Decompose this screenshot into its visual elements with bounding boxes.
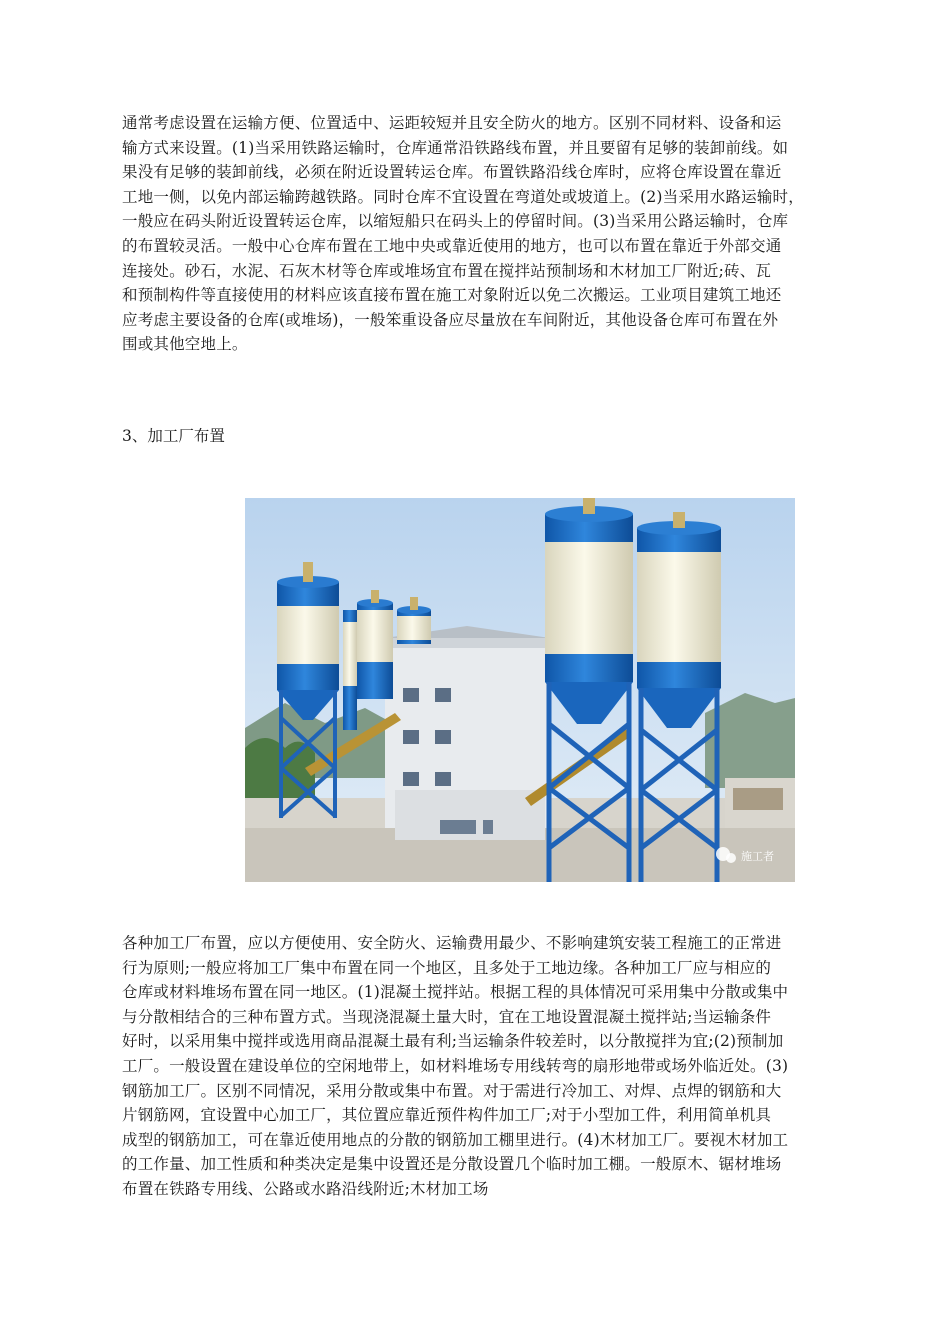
watermark	[716, 847, 774, 863]
text-line: 果没有足够的装卸前线，必须在附近设置转运仓库。布置铁路沿线仓库时，应将仓库设置在靠近	[122, 163, 782, 182]
text-line: 的布置较灵活。一般中心仓库布置在工地中央或靠近使用的地方，也可以布置在靠近于外部交通	[122, 236, 782, 255]
text-line: 应考虑主要设备的仓库(或堆场)，一般笨重设备应尽量放在车间附近，其他设备仓库可布置在外	[122, 310, 779, 329]
text-line: 各种加工厂布置，应以方便使用、安全防火、运输费用最少、不影响建筑安装工程施工的正常进	[122, 934, 782, 952]
text-line: 围或其他空地上。	[122, 335, 248, 354]
text-line: 工地一侧，以免内部运输跨越铁路。同时仓库不宜设置在弯道处或坡道上。(2)当采用水路运输时，	[122, 187, 804, 206]
body-paragraph-storage	[122, 111, 834, 357]
text-line: 和预制构件等直接使用的材料应该直接布置在施工对象附近以免二次搬运。工业项目建筑工地还	[122, 286, 782, 305]
text-line: 好时，以采用集中搅拌或选用商品混凝土最有利;当运输条件较差时，以分散搅拌为宜;(2)预制加	[122, 1032, 784, 1051]
text-line: 片钢筋网，宜设置中心加工厂，其位置应靠近预件构件加工厂;对于小型加工件，利用简单机具	[122, 1106, 772, 1125]
text-line: 布置在铁路专用线、公路或水路沿线附近;木材加工场	[122, 1179, 489, 1198]
text-line: 工厂。一般设置在建设单位的空闲地带上，如材料堆场专用线转弯的扇形地带或场外临近处。(3)	[122, 1056, 789, 1075]
text-line: 成型的钢筋加工，可在靠近使用地点的分散的钢筋加工棚里进行。(4)木材加工厂。要视木材加工	[122, 1130, 789, 1149]
section-heading: 3、加工厂布置	[122, 427, 225, 445]
text-line: 一般应在码头附近设置转运仓库，以缩短船只在码头上的停留时间。(3)当采用公路运输时，仓库	[122, 212, 789, 231]
text-line: 钢筋加工厂。区别不同情况，采用分散或集中布置。对于需进行冷加工、对焊、点焊的钢筋和大	[122, 1081, 782, 1100]
text-line: 与分散相结合的三种布置方式。当现浇混凝土量大时，宜在工地设置混凝土搅拌站;当运输条件	[122, 1007, 772, 1026]
text-line: 通常考虑设置在运输方便、位置适中、运距较短并且安全防火的地方。区别不同材料、设备和运	[122, 114, 782, 132]
text-line: 行为原则;一般应将加工厂集中布置在同一个地区，且多处于工地边缘。各种加工厂应与相应的	[122, 958, 772, 977]
watermark-text: 施工者	[741, 850, 774, 863]
text-line: 输方式来设置。(1)当采用铁路运输时，仓库通常沿铁路线布置，并且要留有足够的装卸前线。如	[122, 138, 789, 157]
body-paragraph-processing-plants	[122, 931, 834, 1202]
text-line: 连接处。砂石，水泥、石灰木材等仓库或堆场宜布置在搅拌站预制场和木材加工厂附近;砖、瓦	[122, 261, 772, 280]
text-line: 仓库或材料堆场布置在同一地区。(1)混凝土搅拌站。根据工程的具体情况可采用集中分散或集中	[122, 983, 789, 1002]
concrete-batching-plant-photo	[245, 498, 795, 882]
text-line: 的工作量、加工性质和种类决定是集中设置还是分散设置几个临时加工棚。一般原木、锯材堆场	[122, 1155, 782, 1174]
